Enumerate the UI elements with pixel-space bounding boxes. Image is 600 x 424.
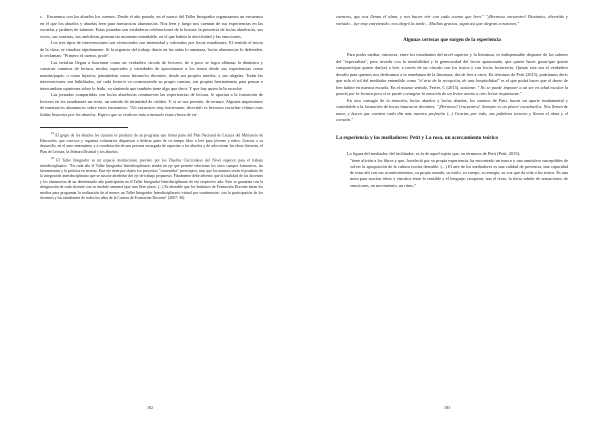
paragraph xyxy=(336,52,568,98)
paragraph-c xyxy=(40,14,263,40)
paragraph: La figura del mediador, del facilitador, es la de aquel sujeto que, en términos de Petit (Petit: 2015): xyxy=(347,151,521,156)
paragraph-text: es el que podrá hacer que el deseo de leer habite en nuestra escuela. En el mismo sentido, Ferrer, C (2015), sostiene: xyxy=(336,78,568,90)
footnote-mark: 20 xyxy=(51,155,54,160)
page-number: 182 xyxy=(147,405,153,410)
paragraph-text: Las jornadas compartidas con los/as abuelos/as conmueven las experiencias de lectura, le aportan a la formación de lectores en los estudiantes un texto, un sentido de intimidad de calidez. Y, si se nos permite, de ternura. Algunas impresiones de nuestras/os alumnas/os sobre estos encuentros: xyxy=(40,92,263,110)
footnote-text: El Taller Integrador es un espacio institucional, previsto por los Diseños Curriculares del Nivel superior para el trabajo interdisciplinario. "En cada año el Taller Integrador Interdisciplinario tendrá un eje que permite relacionar los otros campos formativos, las herramientas y la práctica en terreno. Este eje tiene por objeto los proyectos "contenidos" prescriptos, sino que los mismos serán el producto de la integración interdisciplinaria que se suscite alrededor del eje de trabajo propuesto. Finalmente debe advertir que la totalidad de los docentes y los alumnos/as de un determinado año participarán en el Taller Integrador Interdisciplinario de ese respectivo año. Esto se garantiza con la designación de cada docente con su modulo semanal (que una lleve plazo. (...) Es deseable que los Institutos de Formación Docente abran los medios para programar la realización de al menos un Taller Integrador Interdisciplinario virtual por cuatrimestre, con la participación de los docentes y los estudiantes de todos los años de la Carrera de Formación Docente" (2007: 36). xyxy=(40,158,263,201)
inline-quote: " No se puede imponer a un ser en edad escolar la pasión por la lectura pero sí se puede contagiar la emoción de un lector atento a otro lector inquietante." xyxy=(336,84,568,96)
section-heading: Algunas certezas que surgen de la experiencia xyxy=(403,38,501,43)
paragraph xyxy=(336,98,568,124)
footnote xyxy=(40,155,263,202)
inline-quote: "¡Hermoso! [encuentro]. Siempre es un placer escucharlos. Nos llenan de amor, y hacen que cuenten cada día más nuestra profesión (...) Gracias por todo, sus palabras tocaron y llenan el alma y el corazón." xyxy=(336,104,568,122)
right-text-block xyxy=(336,14,568,189)
section-heading: La experiencia y los mediadores: Petit y La rosa, un acercamiento teórico xyxy=(336,134,498,141)
page-number: 183 xyxy=(444,405,450,410)
list-prefix: c. xyxy=(40,14,44,19)
paragraph-text: Para poder mediar, entonces, entre los estudiantes del nivel superior y la literatura, es indispensable disponer de los saberes del "especialista", pero invadir con la sensibilidad y la generosidad del lector apasionado, que quiere hacer gozar/que quiere compartir/que quiere dar(se) a leer, a través de un vínculo con los textos y con los/as lectores/as. Quizás este sea el verdadero desafío para quienes nos dedicamos a la enseñanza de la literatura, dar de leer a otros. En términos de Petit (2015), podríamos decir que solo el rol del mediador entendido como xyxy=(336,52,568,83)
quote-continuation: cuentros, que nos llenan el alma, y nos hacen reír con cada cuento que leen." "¡Hermoso encuentro! Dinámico, divertido y variado... fue muy entretenido; nos alegró la tarde... Muchas gracias, sigan así que alegran corazones." xyxy=(336,14,568,26)
right-page xyxy=(300,0,600,424)
inline-quote: "el arte de la recepción, de una hospitalidad" xyxy=(417,78,500,83)
inline-quote: "Un encuentro muy interesante, divertido es hermoso escuchar relatar esas lindas historias por los abuelos. Espero que se realicen más a menudo estas clases de en- xyxy=(40,105,263,117)
paragraph: Las tertulias llegan a funcionar como un verdadero círculo de lectores, de a poco se logra alfanzar la dinámica y construir caminos de lectura, modos especiales y variedades de aproximarse a los textos desde sus experiencias como mamás/papás, o como hijas/os, pensándose como futuras/os docentes, desde sus propios miedos, y sus alegrías. Todas las intervenciones son habilitadas, así cada lector/a va construyendo su propio camino, sus propias herramientas para pensar e intercambiar opiniones sobre lo leído, va sintiendo que también tiene algo que decir. Y que hay quien lo/la escuche. xyxy=(40,59,263,91)
paragraph-text: En otro contagio de la emoción, los/as abuelos y los/as abuelas, los cuentos de Patri, hacen un aporte fundamental y controlable a la formación de los/as futuras/os docentes: xyxy=(336,97,568,109)
paragraph xyxy=(40,92,263,118)
left-text-block xyxy=(40,14,263,204)
footnote xyxy=(40,133,263,155)
paragraph-text: Encuentro con los abuelos los cuentos. Desde el año pasado, en el marco del Taller Integrador organizamos un encuentro en el que los abuelos y abuelas leen para nuestros/as alumnos/as. Nos leen y luego nos cuentan de sus experiencias en las escuelas y jardines de infantes. Estas jornadas son verdaderas celebraciones de la lectura: la presencia de los/as abuelos/as, sus voces, sus sonrisas, sus anécdotas generan un momento entrañable, en el que habita la afectividad y las emociones. xyxy=(40,14,263,39)
footnote-mark: 19 xyxy=(51,131,54,135)
footnote-divider xyxy=(40,127,128,128)
footnote-text: El grupo de los abuelos les cuentan es producto de un programa que forma parte del Plan Nacional de Lectura del Ministerio de Educación, que convoca y organiza voluntarios dispuestos a dedicar parte de su tiempo libre a leer para jóvenes y niños. Gracias a su desarrollo, en el aseo sentimiento y a coordinación de una persona encargada de capacitar a los abuelos y de seleccionar las obras literarias, el Plan de Lectura, la Jefatura Distrital y los abuelos. xyxy=(40,133,263,154)
block-quote: "tiene afición a los libros y que, fortaleció por su propia experiencia, ha encontrado un marco y una atmósfera susceptibles de volver la apropiación de la cultura escrita deseable. (...) El arte de los mediadores es una calidad de presencia, una capacidad de estar ahí con sus acontecimientos, su propio mundo, su estilo, su cuerpo, su energía, su voz que da vida a los textos. Es una mera para suscitar ideas y vínculos entre lo sensible y el lenguaje, recuperar, tras el texto, la tierra sabido de sensaciones, de emociones, un movimiento, un ritmo." xyxy=(350,157,568,188)
paragraph: Los tres tipos de intervenciones son vivenciados con intensidad y valorados por los/as estudiantes. El sentido el inicio de la clase, se ritualiza rápidamente. Si la urgencia del trabajo diario en las aulas lo amenaza, los/as alumnos/as lo defienden, lo reclaman: "Primero el cuento, profe". xyxy=(40,40,263,58)
